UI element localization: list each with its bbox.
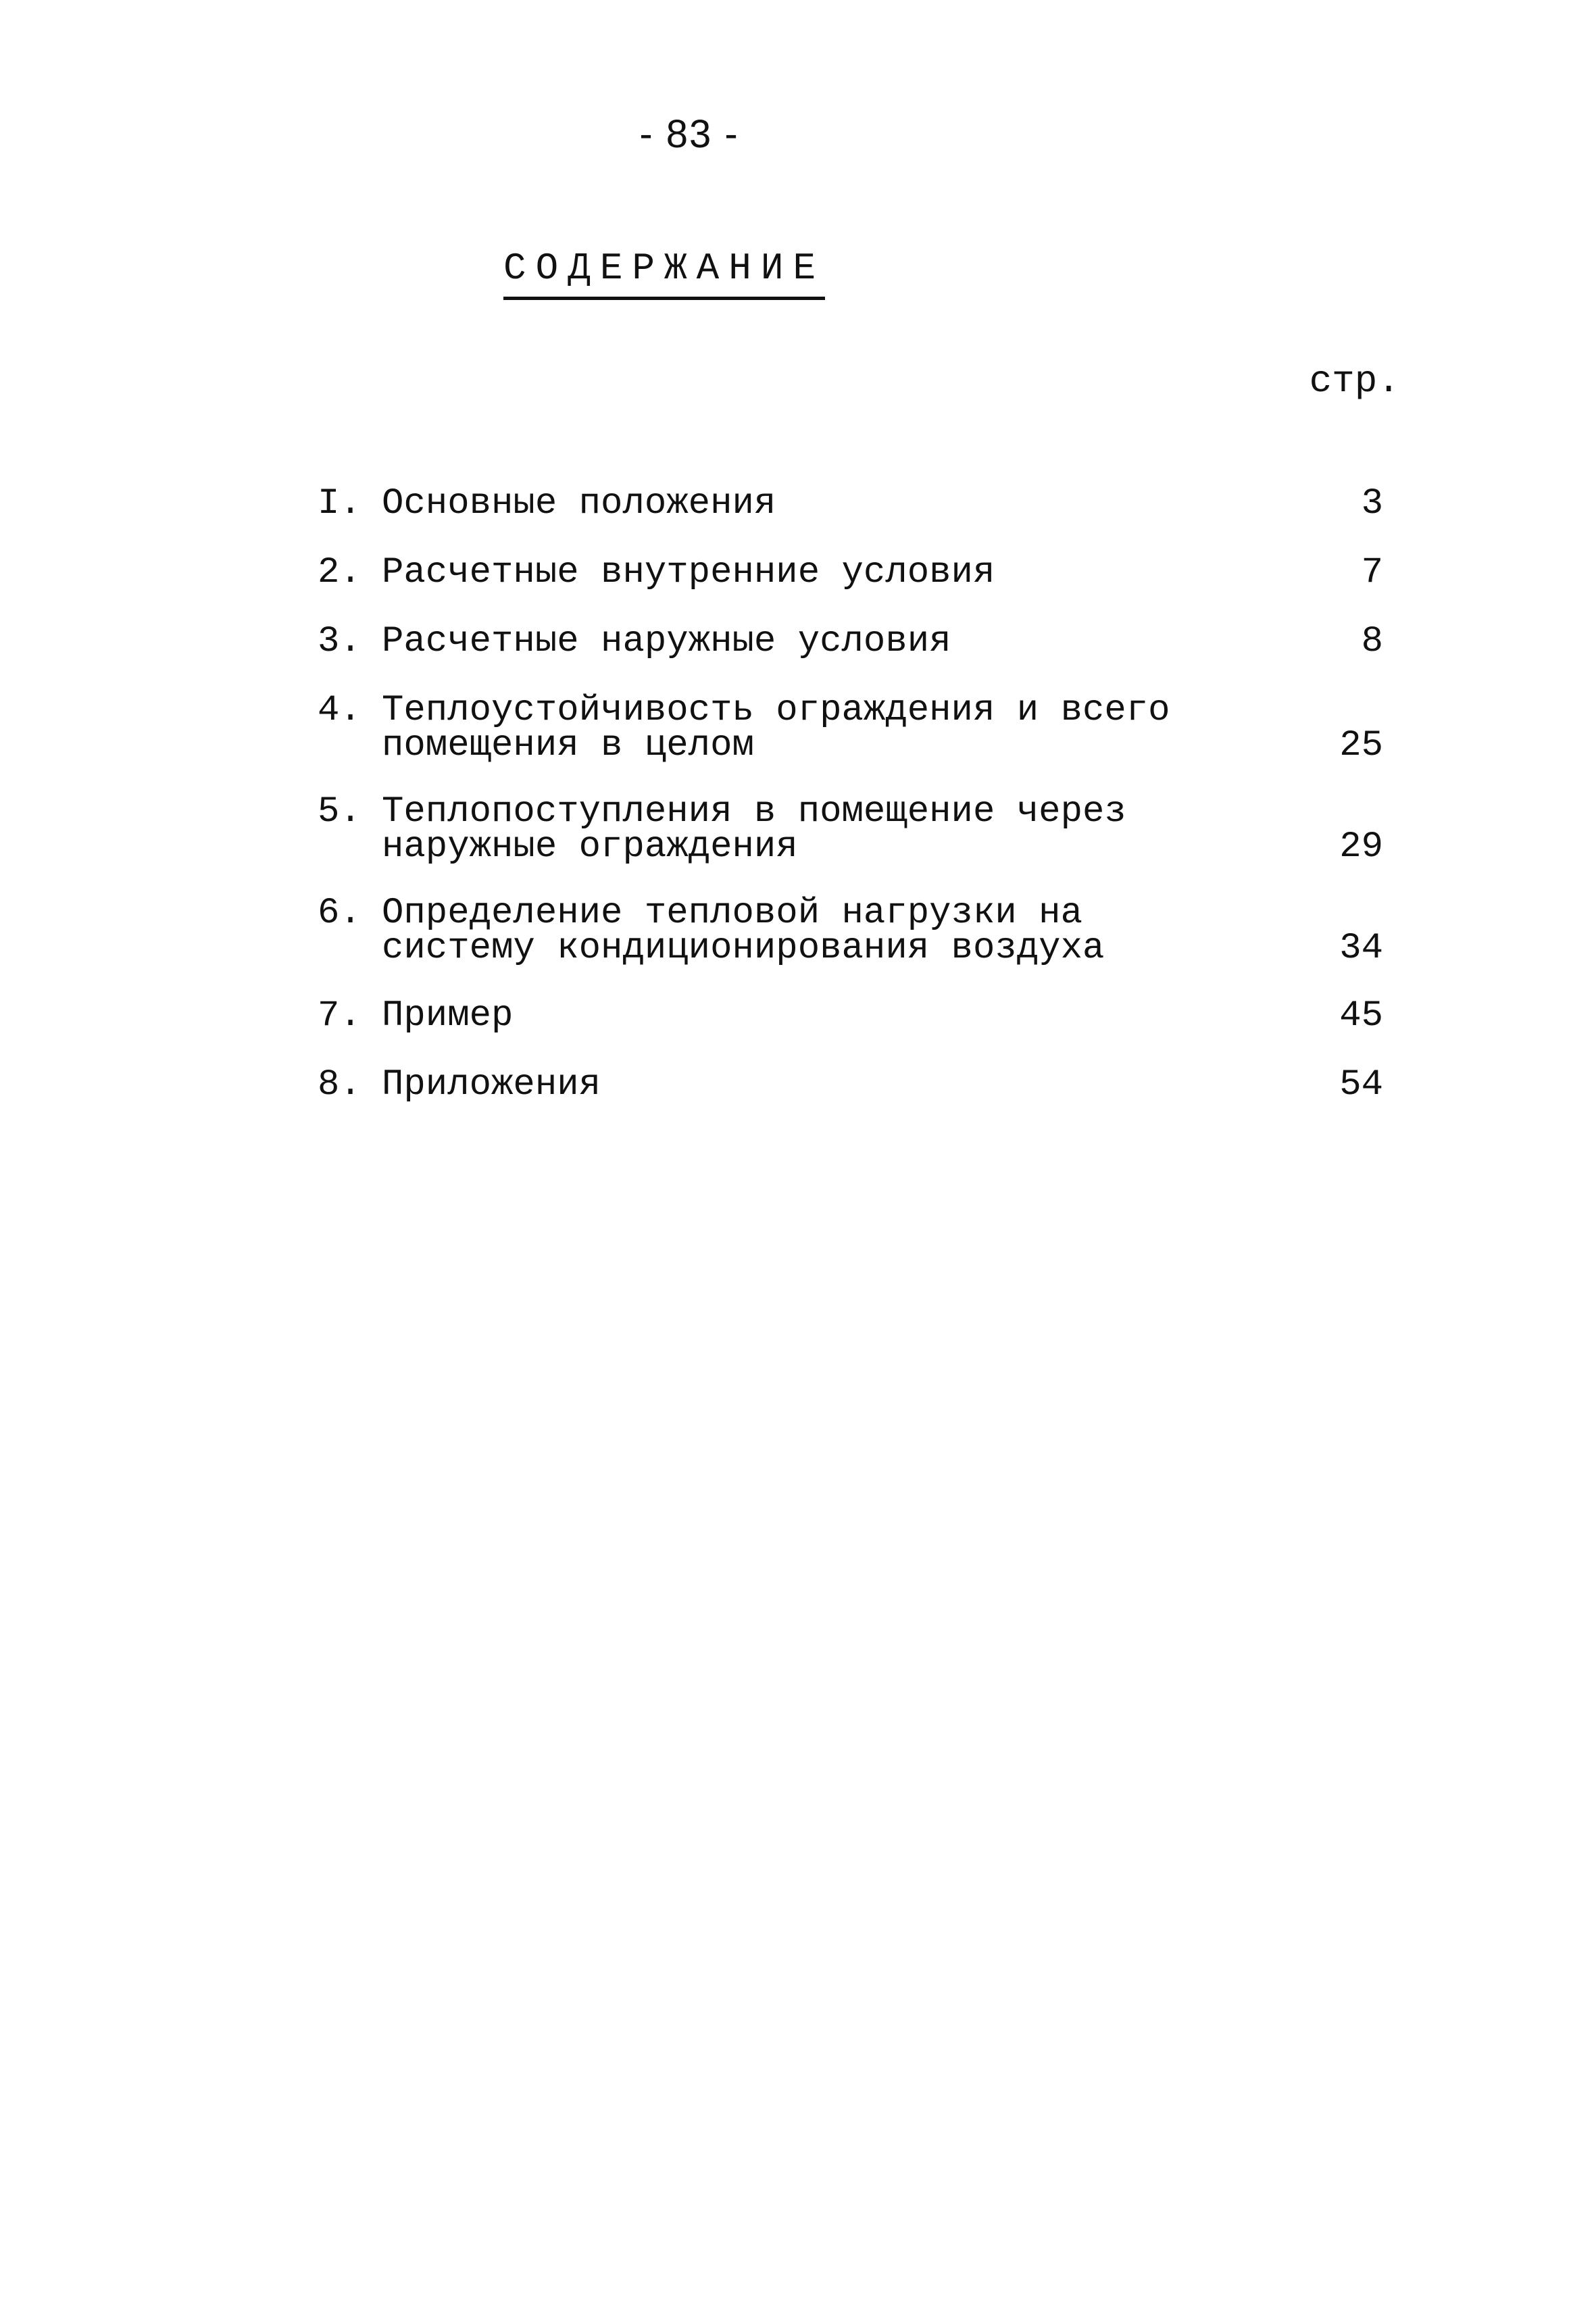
toc-entry-page: 8: [1361, 621, 1383, 662]
toc-entry-title: Пример: [382, 995, 514, 1037]
toc-entry: [0, 483, 1596, 524]
toc-entry-number: I.: [318, 483, 361, 524]
toc-entry-title: Теплопоступления в помещение через наружные ограждения: [382, 791, 1126, 868]
toc-entry-title: Основные положения: [382, 483, 776, 524]
toc-entry-page: 45: [1339, 995, 1383, 1037]
toc-entry-number: 5.: [318, 791, 361, 832]
toc-entry-number: 2.: [318, 552, 361, 593]
page-column-label: стр.: [1309, 359, 1400, 403]
toc-entry-page: 54: [1339, 1064, 1383, 1105]
toc-entry-title: Расчетные наружные условия: [382, 621, 951, 662]
toc-entry-page: 29: [1339, 826, 1383, 868]
toc-entry-title: Приложения: [382, 1064, 601, 1105]
toc-entry: [0, 621, 1596, 662]
toc-entry-number: 4.: [318, 690, 361, 731]
toc-entry-number: 8.: [318, 1064, 361, 1105]
toc-entry-page: 3: [1361, 483, 1383, 524]
toc-entry: [0, 1064, 1596, 1105]
toc-title: СОДЕРЖАНИЕ: [503, 247, 825, 300]
toc-entry: [0, 791, 1596, 868]
toc-entry-title: Определение тепловой нагрузки на систему кондиционирования воздуха: [382, 893, 1105, 969]
toc-entry-page: 7: [1361, 552, 1383, 593]
toc-entry-number: 7.: [318, 995, 361, 1037]
page-number: - 83 -: [639, 112, 739, 156]
toc-entry-number: 6.: [318, 893, 361, 934]
toc-entry: [0, 690, 1596, 766]
toc-entry-page: 34: [1339, 928, 1383, 969]
toc-entry: [0, 995, 1596, 1037]
toc-entry-number: 3.: [318, 621, 361, 662]
toc-entry-title: Расчетные внутренние условия: [382, 552, 995, 593]
toc-entry-page: 25: [1339, 725, 1383, 766]
toc-entry-title: Теплоустойчивость ограждения и всего помещения в целом: [382, 690, 1170, 766]
toc-entry: [0, 893, 1596, 969]
toc-entry: [0, 552, 1596, 593]
